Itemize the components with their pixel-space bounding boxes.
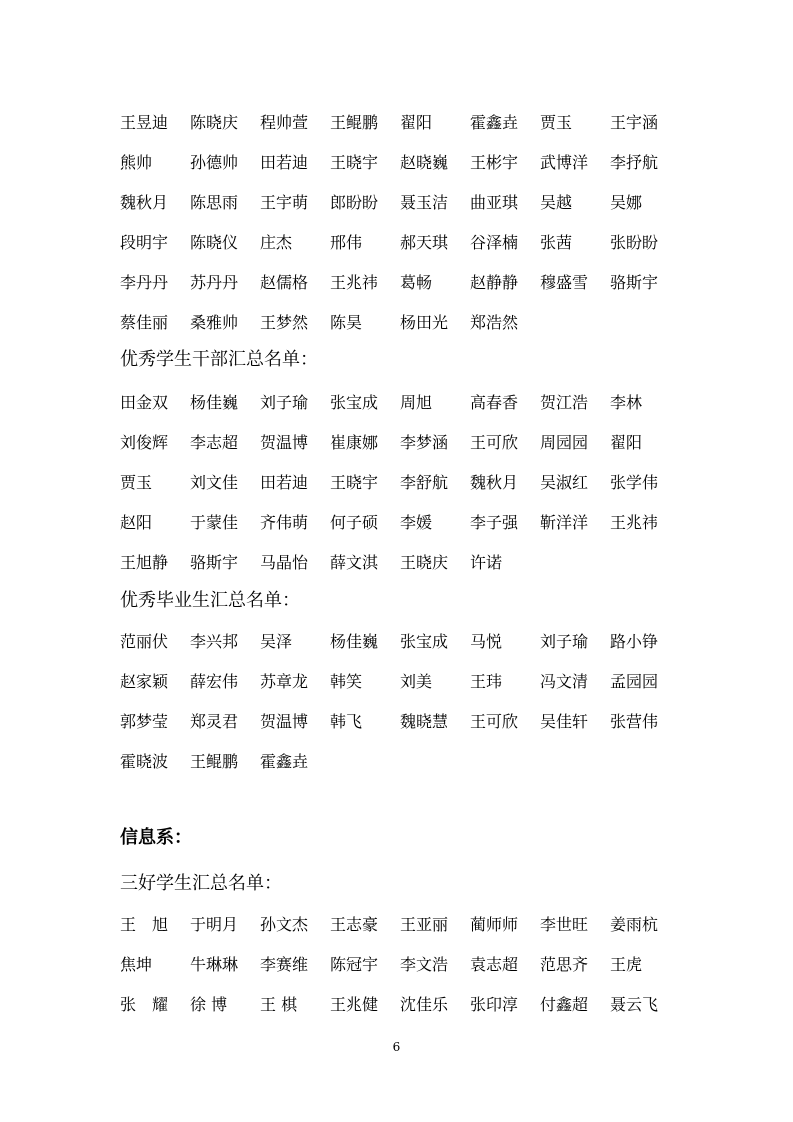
student-name: 赵晓巍: [400, 153, 449, 172]
student-name: 马悦: [470, 632, 503, 651]
student-name: 王兆健: [330, 995, 379, 1014]
student-name: 吴泽: [260, 632, 293, 651]
student-name: 聂玉洁: [400, 193, 449, 212]
student-name: 田若迪: [260, 153, 309, 172]
student-name: 郎盼盼: [330, 193, 379, 212]
student-name: 刘俊辉: [120, 433, 169, 452]
student-name: 吴淑红: [540, 473, 589, 492]
student-name: 李林: [610, 393, 643, 412]
student-name: 李文浩: [400, 955, 449, 974]
student-name: 贺温博: [260, 433, 309, 452]
cadres-name-list: [120, 383, 680, 583]
student-name: 王晓宇: [330, 473, 379, 492]
student-name: 王鲲鹏: [330, 113, 379, 132]
student-name: 靳洋洋: [540, 513, 589, 532]
student-name: 李舒航: [400, 473, 449, 492]
student-name: 姜雨杭: [610, 915, 659, 934]
student-name: 霍晓波: [120, 752, 169, 771]
student-name: 牛琳琳: [190, 955, 239, 974]
student-name: 高春香: [470, 393, 519, 412]
student-name: 王鲲鹏: [190, 752, 239, 771]
student-name: 陈昊: [330, 313, 363, 332]
student-name: 王 旭: [120, 915, 169, 934]
student-name: 王晓庆: [400, 553, 449, 572]
student-name: 谷泽楠: [470, 233, 519, 252]
student-name: 李梦涵: [400, 433, 449, 452]
student-name: 王玮: [470, 672, 503, 691]
student-name: 韩飞: [330, 712, 363, 731]
student-name: 孙德帅: [190, 153, 239, 172]
student-name: 吴娜: [610, 193, 643, 212]
student-name: 张营伟: [610, 712, 659, 731]
student-name: 范思齐: [540, 955, 589, 974]
student-name: 王旭静: [120, 553, 169, 572]
merit-students-name-list: [120, 905, 680, 1025]
student-name: 于明月: [190, 915, 239, 934]
student-name: 贾玉: [540, 113, 573, 132]
student-name: 贺温博: [260, 712, 309, 731]
student-name: 王兆祎: [610, 513, 659, 532]
student-name: 陈冠宇: [330, 955, 379, 974]
student-name: 王亚丽: [400, 915, 449, 934]
student-name: 霍鑫垚: [260, 752, 309, 771]
student-name: 李志超: [190, 433, 239, 452]
student-name: 吴佳轩: [540, 712, 589, 731]
student-name: 张印淳: [470, 995, 519, 1014]
student-name: 刘子瑜: [260, 393, 309, 412]
student-name: 蔡佳丽: [120, 313, 169, 332]
student-name: 陈晓仪: [190, 233, 239, 252]
student-name: 郑浩然: [470, 313, 519, 332]
student-name: 苏章龙: [260, 672, 309, 691]
student-name: 王志豪: [330, 915, 379, 934]
student-name: 赵静静: [470, 273, 519, 292]
student-name: 魏秋月: [120, 193, 169, 212]
graduates-name-list: [120, 622, 680, 782]
student-name: 袁志超: [470, 955, 519, 974]
name-list-continued: [120, 103, 680, 343]
student-name: 孟园园: [610, 672, 659, 691]
cadres-heading: 优秀学生干部汇总名单：: [120, 349, 318, 370]
student-name: 何子硕: [330, 513, 379, 532]
student-name: 周旭: [400, 393, 433, 412]
student-name: 霍鑫垚: [470, 113, 519, 132]
student-name: 冯文清: [540, 672, 589, 691]
student-name: 王兆祎: [330, 273, 379, 292]
student-name: 王宇萌: [260, 193, 309, 212]
student-name: 赵儒格: [260, 273, 309, 292]
student-name: 张学伟: [610, 473, 659, 492]
merit-students-heading: 三好学生汇总名单：: [120, 873, 282, 894]
student-name: 郑灵君: [190, 712, 239, 731]
student-name: 熊帅: [120, 153, 153, 172]
student-name: 刘子瑜: [540, 632, 589, 651]
student-name: 翟阳: [400, 113, 433, 132]
student-name: 赵阳: [120, 513, 153, 532]
student-name: 李丹丹: [120, 273, 169, 292]
student-name: 葛畅: [400, 273, 433, 292]
student-name: 郭梦莹: [120, 712, 169, 731]
student-name: 范丽伏: [120, 632, 169, 651]
student-name: 马晶怡: [260, 553, 309, 572]
student-name: 于蒙佳: [190, 513, 239, 532]
student-name: 魏晓慧: [400, 712, 449, 731]
student-name: 薛文淇: [330, 553, 379, 572]
student-name: 张 耀: [120, 995, 169, 1014]
student-name: 庄杰: [260, 233, 293, 252]
student-name: 王宇涵: [610, 113, 659, 132]
student-name: 杨田光: [400, 313, 449, 332]
student-name: 张宝成: [330, 393, 379, 412]
student-name: 骆斯宇: [610, 273, 659, 292]
student-name: 杨佳巍: [330, 632, 379, 651]
student-name: 段明宇: [120, 233, 169, 252]
student-name: 田金双: [120, 393, 169, 412]
student-name: 崔康娜: [330, 433, 379, 452]
student-name: 张盼盼: [610, 233, 659, 252]
student-name: 苏丹丹: [190, 273, 239, 292]
student-name: 李兴邦: [190, 632, 239, 651]
student-name: 贾玉: [120, 473, 153, 492]
student-name: 李子强: [470, 513, 519, 532]
student-name: 路小铮: [610, 632, 659, 651]
student-name: 穆盛雪: [540, 273, 589, 292]
student-name: 王昱迪: [120, 113, 169, 132]
student-name: 王彬宇: [470, 153, 519, 172]
student-name: 曲亚琪: [470, 193, 519, 212]
student-name: 李媛: [400, 513, 433, 532]
student-name: 蔺师师: [470, 915, 519, 934]
student-name: 齐伟萌: [260, 513, 309, 532]
student-name: 周园园: [540, 433, 589, 452]
page-number: 6: [392, 1040, 401, 1054]
student-name: 骆斯宇: [190, 553, 239, 572]
student-name: 邢伟: [330, 233, 363, 252]
graduates-heading: 优秀毕业生汇总名单：: [120, 590, 300, 611]
department-heading: 信息系：: [120, 827, 192, 848]
student-name: 翟阳: [610, 433, 643, 452]
student-name: 韩笑: [330, 672, 363, 691]
student-name: 杨佳巍: [190, 393, 239, 412]
student-name: 李抒航: [610, 153, 659, 172]
student-name: 吴越: [540, 193, 573, 212]
student-name: 陈晓庆: [190, 113, 239, 132]
student-name: 陈思雨: [190, 193, 239, 212]
student-name: 李赛维: [260, 955, 309, 974]
student-name: 贺江浩: [540, 393, 589, 412]
student-name: 焦坤: [120, 955, 153, 974]
student-name: 孙文杰: [260, 915, 309, 934]
student-name: 赵家颖: [120, 672, 169, 691]
student-name: 许诺: [470, 553, 503, 572]
student-name: 张茜: [540, 233, 573, 252]
student-name: 聂云飞: [610, 995, 659, 1014]
student-name: 王虎: [610, 955, 643, 974]
student-name: 徐 博: [190, 995, 228, 1014]
student-name: 王晓宇: [330, 153, 379, 172]
student-name: 薛宏伟: [190, 672, 239, 691]
student-name: 程帅萱: [260, 113, 309, 132]
student-name: 李世旺: [540, 915, 589, 934]
student-name: 王 棋: [260, 995, 298, 1014]
student-name: 付鑫超: [540, 995, 589, 1014]
student-name: 刘文佳: [190, 473, 239, 492]
student-name: 武博洋: [540, 153, 589, 172]
student-name: 王可欣: [470, 433, 519, 452]
student-name: 沈佳乐: [400, 995, 449, 1014]
student-name: 桑雅帅: [190, 313, 239, 332]
student-name: 张宝成: [400, 632, 449, 651]
student-name: 王可欣: [470, 712, 519, 731]
student-name: 郝天琪: [400, 233, 449, 252]
student-name: 魏秋月: [470, 473, 519, 492]
student-name: 王梦然: [260, 313, 309, 332]
student-name: 田若迪: [260, 473, 309, 492]
student-name: 刘美: [400, 672, 433, 691]
